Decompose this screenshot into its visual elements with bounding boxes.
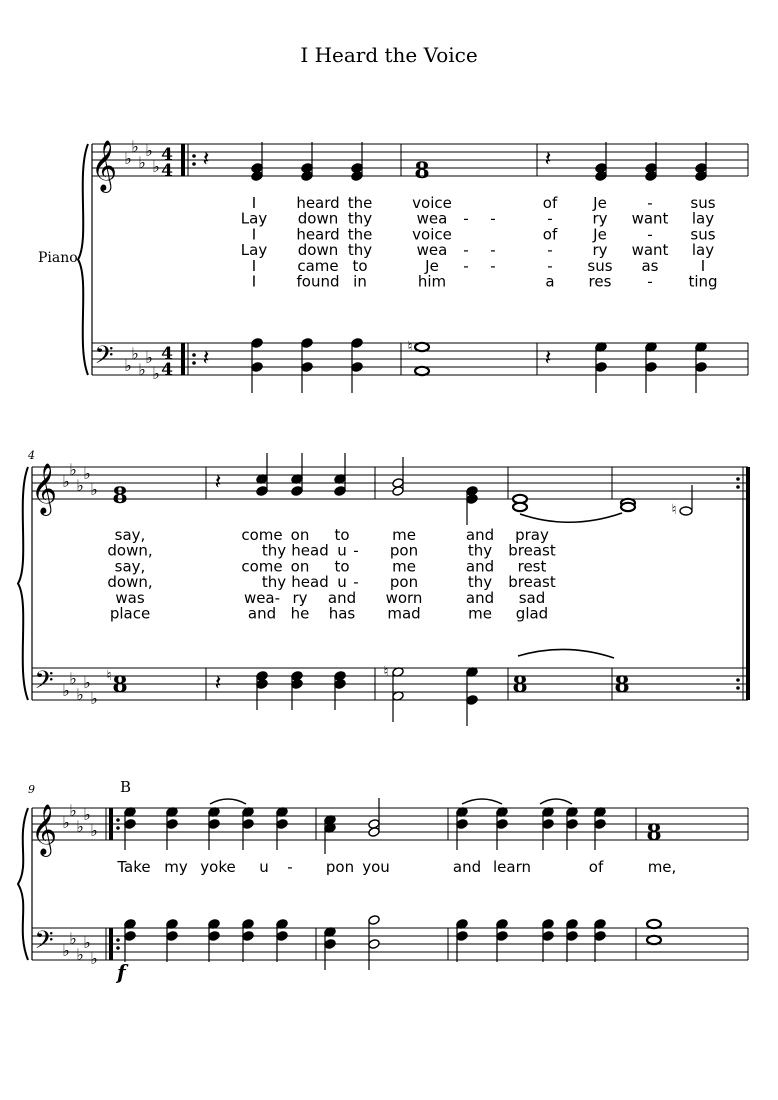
chord-note (456, 819, 468, 830)
chord-note (124, 819, 136, 830)
lyric-syllable: - (353, 541, 359, 560)
lyric-syllable: me (468, 604, 492, 623)
chord-note (242, 819, 254, 830)
key-flat-treble: ♭ (90, 821, 98, 840)
lyric-syllable: - (463, 209, 469, 228)
lyric-syllable: and (327, 588, 357, 607)
key-flat-bass: ♭ (62, 681, 70, 700)
grand-staff-brace (78, 144, 88, 375)
lyric-syllable: - (490, 241, 496, 260)
repeat-dot (192, 353, 196, 357)
natural-sign: ♮ (383, 664, 389, 680)
chord-note (695, 362, 707, 373)
natural-sign: ♮ (671, 502, 677, 518)
lyric-syllable: ry (592, 209, 608, 228)
key-flat-bass: ♭ (152, 364, 160, 383)
lyric-syllable: me (392, 557, 416, 576)
key-flat-bass: ♭ (69, 669, 77, 688)
lyric-syllable: heard (296, 194, 340, 212)
chord-note (251, 338, 263, 349)
chord-note (496, 931, 508, 942)
chord-note (594, 931, 606, 942)
natural-sign: ♮ (407, 339, 413, 355)
chord-note (542, 819, 554, 830)
lyric-syllable: lay (691, 241, 715, 260)
lyric-syllable: yoke (200, 858, 236, 876)
lyric-syllable: he (290, 604, 310, 623)
key-flat-treble: ♭ (69, 460, 77, 479)
chord-note (496, 819, 508, 830)
lyric-syllable: pon (325, 858, 355, 876)
chord-note (392, 486, 404, 497)
lyric-syllable: as (641, 256, 659, 275)
lyrics-system-1 (241, 194, 718, 291)
chord-note (251, 171, 263, 182)
lyric-syllable: pon (389, 541, 419, 560)
repeat-dot (192, 361, 196, 365)
lyric-syllable: say, (114, 526, 146, 544)
key-flat-treble: ♭ (83, 464, 91, 483)
lyric-syllable: learn (493, 858, 531, 876)
lyric-syllable: on (290, 557, 310, 576)
chord-note (466, 695, 478, 706)
lyric-syllable: I (251, 272, 257, 291)
whole-note (513, 503, 527, 511)
key-flat-treble: ♭ (69, 801, 77, 820)
chord-note (242, 931, 254, 942)
key-flat-bass: ♭ (62, 941, 70, 960)
lyric-syllable: thy (347, 241, 373, 260)
quarter-rest: 𝄽 (544, 147, 552, 172)
lyric-syllable: thy (467, 541, 493, 560)
lyric-syllable: on (290, 526, 310, 544)
bass-clef: 𝄢 (34, 666, 54, 701)
lyric-syllable: came (297, 256, 339, 275)
treble-clef: 𝄞 (30, 463, 58, 514)
slur (520, 513, 622, 522)
chord-note (166, 931, 178, 942)
chord-note (351, 171, 363, 182)
lyric-syllable: - (463, 256, 469, 275)
repeat-dot (736, 686, 740, 690)
lyric-syllable: come (241, 526, 283, 544)
key-flat-treble: ♭ (76, 476, 84, 495)
chord-note (566, 931, 578, 942)
time-sig-bottom: 4 (161, 161, 173, 181)
lyric-syllable: down (297, 241, 339, 260)
key-flat-bass: ♭ (145, 348, 153, 367)
whole-chord: 8 (414, 158, 430, 184)
time-sig-top-bass: 4 (161, 344, 173, 364)
repeat-dot (736, 678, 740, 682)
lyric-syllable: voice (412, 225, 452, 244)
key-flat-treble: ♭ (152, 157, 160, 176)
lyrics-system-3 (116, 858, 676, 876)
lyric-syllable: and (452, 858, 482, 876)
lyric-syllable: thy (347, 209, 373, 228)
lyric-syllable: of (542, 225, 558, 244)
key-flat-treble: ♭ (83, 805, 91, 824)
chord-note (595, 171, 607, 182)
lyric-syllable: want (631, 241, 669, 260)
lyric-syllable: ry (592, 241, 608, 260)
chord-note (276, 819, 288, 830)
whole-chord: 8 (512, 672, 528, 698)
slur (540, 799, 572, 804)
lyric-syllable: res (588, 272, 612, 291)
key-flat-treble: ♭ (76, 817, 84, 836)
natural-sign: ♮ (106, 668, 112, 684)
chord-note (351, 338, 363, 349)
repeat-dot (116, 946, 120, 950)
whole-note (415, 343, 429, 351)
measure-number-4: 4 (28, 449, 35, 462)
whole-note (415, 367, 429, 375)
lyric-syllable: the (347, 225, 373, 244)
lyric-syllable: Je (593, 225, 607, 244)
lyric-syllable: - (490, 209, 496, 228)
whole-note (621, 503, 635, 511)
chord-note (291, 486, 303, 497)
key-flat-bass: ♭ (90, 949, 98, 968)
chord-note (466, 494, 478, 505)
whole-note (647, 936, 661, 944)
lyric-syllable: - (547, 256, 553, 275)
lyric-syllable: voice (412, 194, 452, 212)
key-flat-bass: ♭ (76, 685, 84, 704)
lyric-syllable: and (465, 588, 495, 607)
lyric-syllable: sus (690, 194, 716, 212)
lyric-syllable: mad (387, 604, 421, 623)
key-flat-treble: ♭ (138, 153, 146, 172)
lyric-syllable: down, (107, 573, 153, 592)
lyric-syllable: wea- (243, 588, 281, 607)
score-title: I Heard the Voice (300, 43, 478, 67)
lyric-syllable: - (547, 241, 553, 260)
lyric-syllable: thy (467, 573, 493, 592)
lyric-syllable: lay (691, 209, 715, 228)
slur (518, 649, 614, 658)
lyric-syllable: my (164, 858, 188, 876)
grand-staff-brace (18, 808, 28, 960)
chord-note (351, 362, 363, 373)
lyric-syllable: a (545, 272, 555, 291)
chord-note (542, 931, 554, 942)
chord-note (368, 939, 380, 950)
key-flat-treble: ♭ (90, 480, 98, 499)
lyric-syllable: Take (117, 858, 151, 876)
lyric-syllable: thy (261, 541, 287, 560)
key-flat-bass: ♭ (124, 356, 132, 375)
dynamic-forte: f (117, 960, 126, 984)
lyric-syllable: Lay (240, 241, 268, 260)
time-sig-top: 4 (161, 145, 173, 165)
slur (462, 799, 502, 804)
chord-note (301, 338, 313, 349)
chord-note (695, 171, 707, 182)
lyric-syllable: me (392, 526, 416, 544)
chord-note (645, 171, 657, 182)
chord-note (208, 931, 220, 942)
lyric-syllable: was (115, 588, 145, 607)
chord-note (368, 915, 380, 926)
rehearsal-mark: B (120, 778, 132, 796)
lyric-syllable: to (334, 557, 350, 576)
repeat-dot (116, 826, 120, 830)
key-flat-bass: ♭ (83, 673, 91, 692)
lyric-syllable: to (334, 526, 350, 544)
lyric-syllable: Je (425, 256, 439, 275)
lyric-syllable: sad (518, 588, 546, 607)
instrument-label: Piano (38, 250, 78, 266)
lyric-syllable: heard (296, 225, 340, 244)
lyric-syllable: u (337, 541, 347, 560)
lyric-syllable: place (109, 604, 151, 623)
lyric-syllable: him (417, 272, 447, 291)
treble-clef: 𝄞 (30, 804, 58, 855)
lyric-syllable: the (347, 194, 373, 212)
repeat-dot (192, 162, 196, 166)
quarter-rest: 𝄽 (202, 346, 210, 371)
whole-chord: 8 (112, 672, 128, 698)
lyric-syllable: pon (389, 573, 419, 592)
repeat-dot (192, 154, 196, 158)
time-sig-bottom-bass: 4 (161, 360, 173, 380)
lyric-syllable: u (259, 858, 269, 876)
quarter-rest: 𝄽 (544, 346, 552, 371)
lyric-syllable: of (542, 194, 558, 212)
chord-note (208, 819, 220, 830)
lyric-syllable: say, (114, 557, 146, 576)
repeat-dot (736, 477, 740, 481)
half-note (680, 507, 692, 515)
whole-chord: 8 (614, 672, 630, 698)
bass-clef: 𝄢 (94, 341, 114, 376)
treble-clef: 𝄞 (90, 140, 118, 191)
bass-clef: 𝄢 (34, 926, 54, 961)
chord-note (301, 362, 313, 373)
key-flat-treble: ♭ (145, 141, 153, 160)
key-flat-bass: ♭ (83, 933, 91, 952)
chord-note (124, 931, 136, 942)
lyric-syllable: pray (515, 526, 549, 544)
lyric-syllable: I (251, 256, 257, 275)
lyric-syllable: - (547, 209, 553, 228)
lyric-syllable: I (700, 256, 706, 275)
key-flat-treble: ♭ (124, 149, 132, 168)
lyric-syllable: found (296, 272, 340, 291)
lyric-syllable: Lay (240, 209, 268, 228)
key-flat-bass: ♭ (138, 360, 146, 379)
lyric-syllable: down (297, 209, 339, 228)
chord-note (645, 362, 657, 373)
lyric-syllable: wea (416, 241, 448, 260)
chord-note (256, 486, 268, 497)
lyric-syllable: to (352, 256, 368, 275)
key-flat-bass: ♭ (131, 344, 139, 363)
lyric-syllable: thy (261, 573, 287, 592)
lyric-syllable: and (465, 526, 495, 544)
lyric-syllable: u (337, 573, 347, 592)
chord-note (276, 931, 288, 942)
lyric-syllable: - (463, 241, 469, 260)
lyric-syllable: Je (593, 194, 607, 212)
key-flat-treble: ♭ (62, 472, 70, 491)
quarter-rest: 𝄽 (214, 671, 222, 696)
lyric-syllable: wea (416, 209, 448, 228)
lyric-syllable: head (291, 541, 329, 560)
lyric-syllable: - (647, 194, 653, 212)
chord-note (595, 362, 607, 373)
lyric-syllable: I (251, 225, 257, 244)
chord-note (251, 362, 263, 373)
lyric-syllable: - (647, 225, 653, 244)
lyric-syllable: sus (587, 256, 613, 275)
lyric-syllable: rest (517, 557, 547, 576)
key-flat-bass: ♭ (69, 929, 77, 948)
key-flat-treble: ♭ (62, 813, 70, 832)
chord-note (566, 819, 578, 830)
chord-note (166, 819, 178, 830)
lyric-syllable: and (247, 604, 277, 623)
key-flat-treble: ♭ (131, 137, 139, 156)
lyric-syllable: - (353, 573, 359, 592)
lyric-syllable: head (291, 573, 329, 592)
lyric-syllable: ry (292, 588, 308, 607)
lyric-syllable: come (241, 557, 283, 576)
lyric-syllable: you (362, 858, 390, 876)
key-flat-bass: ♭ (76, 945, 84, 964)
lyric-syllable: want (631, 209, 669, 228)
repeat-dot (116, 818, 120, 822)
lyric-syllable: breast (508, 573, 556, 592)
grand-staff-brace (18, 467, 28, 700)
lyric-syllable: worn (385, 588, 423, 607)
whole-chord: 8 (646, 820, 662, 846)
lyric-syllable: - (490, 256, 496, 275)
chord-note (456, 931, 468, 942)
lyric-syllable: of (588, 858, 604, 876)
chord-note (594, 819, 606, 830)
whole-note (647, 920, 661, 928)
quarter-rest: 𝄽 (214, 470, 222, 495)
measure-number-9: 9 (28, 783, 35, 796)
lyric-syllable: and (465, 557, 495, 576)
lyric-syllable: glad (515, 604, 549, 623)
chord-note (291, 679, 303, 690)
whole-chord: 8 (112, 483, 128, 509)
chord-note (256, 679, 268, 690)
chord-note (324, 939, 336, 950)
lyrics-system-2 (107, 526, 555, 623)
lyric-syllable: down, (107, 541, 153, 560)
slur (210, 799, 246, 804)
lyric-syllable: breast (508, 541, 556, 560)
repeat-dot (116, 938, 120, 942)
key-flat-bass: ♭ (90, 689, 98, 708)
lyric-syllable: in (353, 272, 367, 291)
system-3 (18, 798, 748, 970)
chord-note (334, 486, 346, 497)
lyric-syllable: I (251, 194, 257, 212)
lyric-syllable: - (287, 858, 293, 876)
chord-note (334, 679, 346, 690)
lyric-syllable: ting (688, 272, 718, 291)
chord-note (368, 827, 380, 838)
quarter-rest: 𝄽 (202, 147, 210, 172)
chord-note (301, 171, 313, 182)
lyric-syllable: sus (690, 225, 716, 244)
repeat-dot (736, 485, 740, 489)
lyric-syllable: has (328, 604, 356, 623)
lyric-syllable: me, (647, 858, 677, 876)
lyric-syllable: - (647, 272, 653, 291)
